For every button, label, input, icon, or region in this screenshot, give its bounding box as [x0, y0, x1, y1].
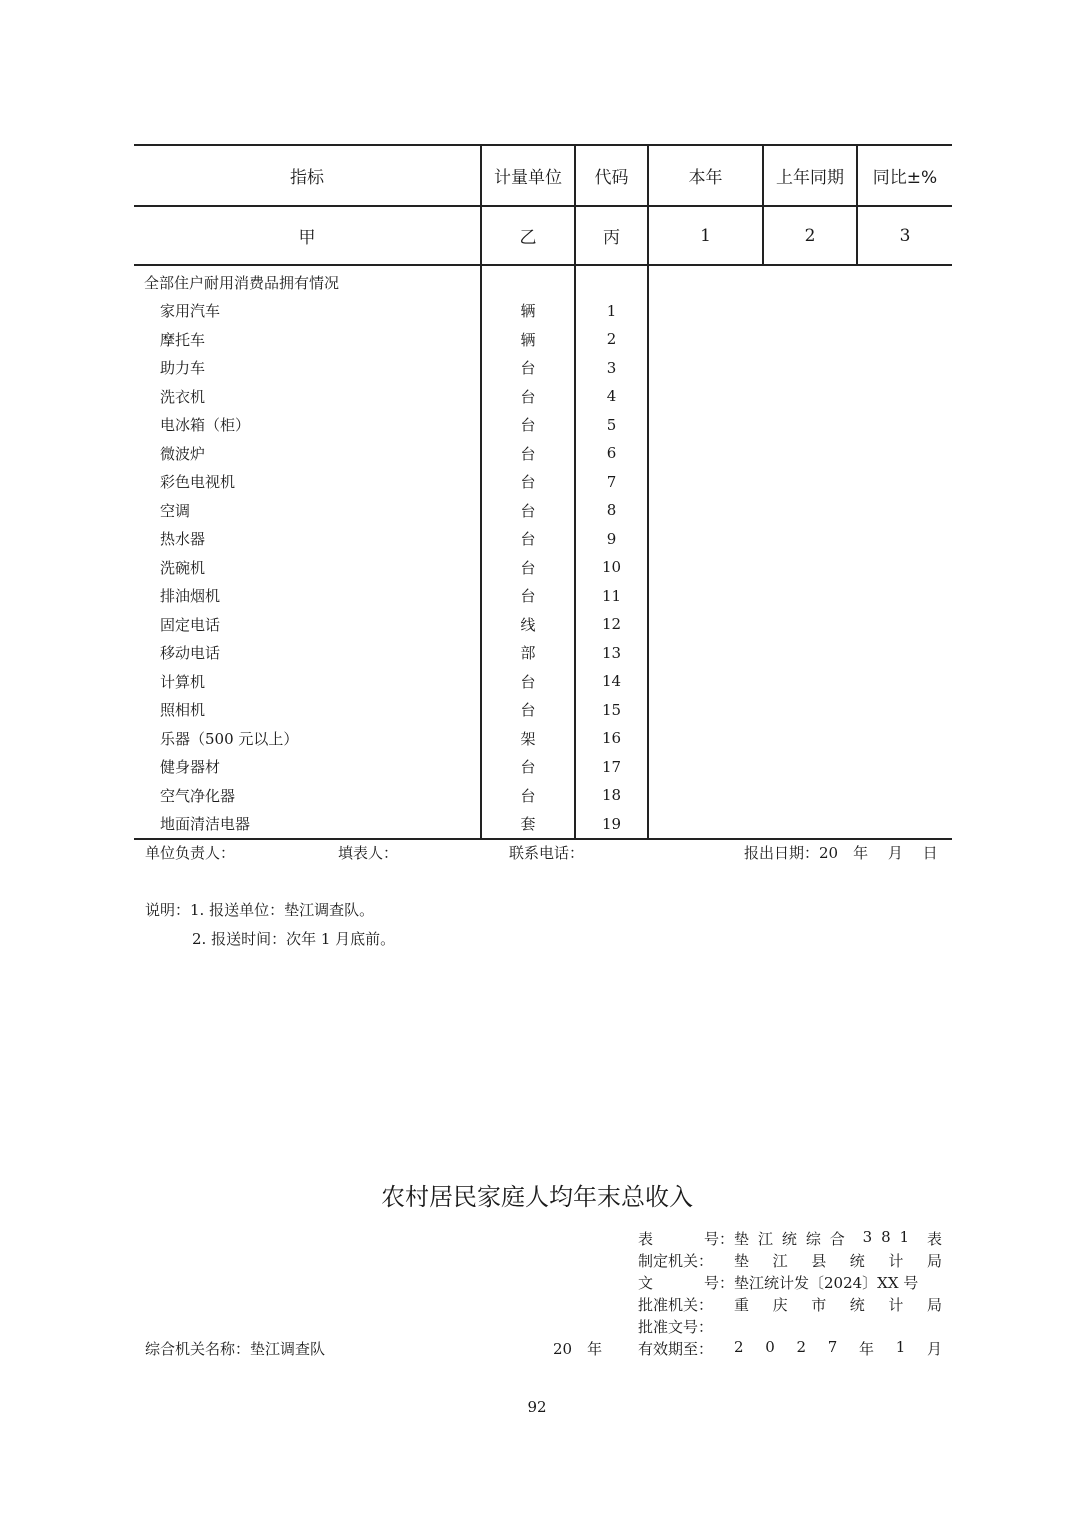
item-yoy	[857, 610, 952, 639]
item-unit: 辆	[481, 325, 575, 354]
form-title: 农村居民家庭人均年末总收入	[381, 1183, 693, 1211]
item-unit: 部	[481, 639, 575, 668]
meta-value-part: 计	[888, 1252, 904, 1270]
item-yoy	[857, 496, 952, 525]
item-unit: 台	[481, 382, 575, 411]
meta-label-part: 批准文号：	[638, 1318, 714, 1336]
item-name: 移动电话	[160, 644, 221, 663]
meta-value-part: 垫江统计发〔2024〕XX 号	[734, 1274, 919, 1292]
item-unit: 台	[481, 468, 575, 497]
item-name: 照相机	[160, 701, 206, 720]
meta-row	[638, 1272, 942, 1294]
item-last-year	[763, 439, 857, 468]
item-code: 12	[575, 610, 648, 639]
filler-label: 填表人：	[338, 844, 399, 862]
item-unit: 线	[481, 610, 575, 639]
item-unit: 台	[481, 411, 575, 440]
item-code: 7	[575, 468, 648, 497]
item-code: 10	[575, 553, 648, 582]
item-this-year	[648, 810, 763, 840]
item-name: 电冰箱（柜）	[160, 416, 251, 435]
meta-value-part: 江	[757, 1230, 773, 1248]
meta-value-part: 2	[734, 1338, 744, 1356]
item-yoy	[857, 810, 952, 840]
item-code: 5	[575, 411, 648, 440]
meta-value-part: 7	[827, 1338, 838, 1356]
item-name: 洗碗机	[160, 558, 206, 577]
item-name: 彩色电视机	[160, 473, 236, 492]
table-row	[134, 354, 952, 383]
item-unit: 台	[481, 753, 575, 782]
item-this-year	[648, 411, 763, 440]
item-code: 6	[575, 439, 648, 468]
meta-value-part: 年	[859, 1340, 875, 1358]
org-name: 综合机关名称：垫江调查队	[145, 1340, 326, 1358]
table-row	[134, 810, 952, 840]
item-name: 健身器材	[160, 758, 221, 777]
table-row	[134, 639, 952, 668]
meta-value-part: 表	[926, 1230, 942, 1248]
page-number: 92	[527, 1398, 547, 1416]
code-yi: 乙	[481, 206, 575, 265]
meta-row	[638, 1250, 942, 1272]
item-yoy	[857, 325, 952, 354]
item-unit: 台	[481, 667, 575, 696]
report-date: 报出日期：20 年 月 日	[744, 844, 938, 862]
meta-label	[638, 1294, 734, 1316]
meta-value	[734, 1294, 942, 1316]
item-code: 2	[575, 325, 648, 354]
item-name: 家用汽车	[160, 302, 221, 321]
meta-row	[638, 1316, 942, 1338]
code-1: 1	[648, 206, 763, 265]
table-row	[134, 667, 952, 696]
meta-label-part: 号：	[703, 1274, 734, 1292]
meta-value-part: 江	[772, 1252, 788, 1270]
item-yoy	[857, 439, 952, 468]
table-row	[134, 696, 952, 725]
item-name: 乐器（500 元以上）	[160, 729, 299, 748]
meta-value-part: 重	[734, 1296, 750, 1314]
code-row	[134, 206, 952, 265]
table-row	[134, 582, 952, 611]
item-name: 空调	[160, 501, 191, 520]
item-last-year	[763, 382, 857, 411]
item-this-year	[648, 753, 763, 782]
item-unit: 台	[481, 553, 575, 582]
table-row	[134, 297, 952, 326]
note-line-1: 说明：1. 报送单位：垫江调查队。	[145, 901, 375, 919]
item-code: 9	[575, 525, 648, 554]
item-yoy	[857, 753, 952, 782]
header-unit: 计量单位	[481, 145, 575, 206]
item-last-year	[763, 667, 857, 696]
note-line-2: 2. 报送时间：次年 1 月底前。	[192, 930, 396, 948]
item-this-year	[648, 496, 763, 525]
item-name: 计算机	[160, 672, 206, 691]
item-name: 排油烟机	[160, 587, 221, 606]
meta-value-part: 垫	[734, 1252, 750, 1270]
item-code: 17	[575, 753, 648, 782]
meta-label	[638, 1250, 734, 1272]
item-last-year	[763, 810, 857, 840]
table-row	[134, 724, 952, 753]
section-row	[134, 265, 952, 297]
item-this-year	[648, 781, 763, 810]
meta-value	[734, 1338, 942, 1360]
table-row	[134, 439, 952, 468]
item-last-year	[763, 639, 857, 668]
meta-value-part: 垫	[734, 1230, 750, 1248]
header-last-year: 上年同期	[763, 145, 857, 206]
table-row	[134, 753, 952, 782]
meta-value-part: 3	[862, 1228, 873, 1246]
item-this-year	[648, 639, 763, 668]
meta-value-part: 8	[881, 1228, 891, 1246]
item-this-year	[648, 582, 763, 611]
item-this-year	[648, 667, 763, 696]
item-last-year	[763, 468, 857, 497]
item-unit: 台	[481, 696, 575, 725]
item-this-year	[648, 610, 763, 639]
meta-value	[734, 1250, 942, 1272]
meta-value	[734, 1228, 942, 1250]
item-yoy	[857, 297, 952, 326]
item-name: 助力车	[160, 359, 206, 378]
item-code: 4	[575, 382, 648, 411]
item-name: 洗衣机	[160, 387, 206, 406]
item-last-year	[763, 325, 857, 354]
item-name: 地面清洁电器	[134, 810, 481, 840]
item-code: 8	[575, 496, 648, 525]
meta-value-part: 统	[849, 1296, 865, 1314]
item-this-year	[648, 696, 763, 725]
meta-value-part: 0	[765, 1338, 775, 1356]
item-last-year	[763, 354, 857, 383]
item-yoy	[857, 696, 952, 725]
meta-value-part: 市	[811, 1296, 827, 1314]
header-row	[134, 145, 952, 206]
item-unit: 台	[481, 781, 575, 810]
meta-label-part: 有效期至：	[638, 1340, 714, 1358]
item-name: 热水器	[160, 530, 206, 549]
item-yoy	[857, 639, 952, 668]
meta-value-part: 县	[811, 1252, 827, 1270]
item-unit: 台	[481, 354, 575, 383]
item-yoy	[857, 382, 952, 411]
item-last-year	[763, 553, 857, 582]
meta-value-part: 2	[796, 1338, 807, 1356]
item-name: 空气净化器	[160, 786, 236, 805]
table-row	[134, 382, 952, 411]
table-row	[134, 781, 952, 810]
meta-value-part: 局	[926, 1296, 942, 1314]
item-this-year	[648, 553, 763, 582]
meta-value	[734, 1272, 942, 1294]
meta-label-part: 号：	[703, 1230, 734, 1248]
table-row	[134, 553, 952, 582]
item-yoy	[857, 724, 952, 753]
item-this-year	[648, 525, 763, 554]
meta-value-part: 1	[895, 1338, 906, 1356]
item-code: 13	[575, 639, 648, 668]
item-code: 11	[575, 582, 648, 611]
item-yoy	[857, 354, 952, 383]
item-last-year	[763, 696, 857, 725]
meta-value-part: 局	[926, 1252, 942, 1270]
item-this-year	[648, 724, 763, 753]
item-last-year	[763, 724, 857, 753]
item-this-year	[648, 439, 763, 468]
code-2: 2	[763, 206, 857, 265]
item-yoy	[857, 525, 952, 554]
item-name: 摩托车	[160, 330, 206, 349]
meta-row	[638, 1294, 942, 1316]
item-code: 18	[575, 781, 648, 810]
form-year: 20 年	[553, 1340, 603, 1358]
item-yoy	[857, 781, 952, 810]
item-this-year	[648, 297, 763, 326]
item-code: 19	[575, 810, 648, 840]
meta-label-part: 制定机关：	[638, 1252, 714, 1270]
item-unit: 台	[481, 582, 575, 611]
item-code: 1	[575, 297, 648, 326]
item-name: 固定电话	[160, 615, 221, 634]
header-yoy: 同比±%	[857, 145, 952, 206]
item-code: 16	[575, 724, 648, 753]
meta-label-part: 批准机关：	[638, 1296, 714, 1314]
code-bing: 丙	[575, 206, 648, 265]
meta-label	[638, 1228, 734, 1250]
meta-value-part: 综	[805, 1230, 821, 1248]
head-label: 单位负责人：	[145, 844, 236, 862]
meta-label	[638, 1338, 734, 1360]
meta-value-part: 月	[926, 1340, 942, 1358]
meta-value-part: 庆	[772, 1296, 788, 1314]
item-last-year	[763, 411, 857, 440]
item-last-year	[763, 753, 857, 782]
item-yoy	[857, 553, 952, 582]
item-unit: 辆	[481, 297, 575, 326]
table-row	[134, 325, 952, 354]
header-this-year: 本年	[648, 145, 763, 206]
item-unit: 台	[481, 439, 575, 468]
item-last-year	[763, 297, 857, 326]
meta-value-part: 计	[888, 1296, 904, 1314]
section-title: 全部住户耐用消费品拥有情况	[144, 273, 340, 292]
item-unit: 架	[481, 724, 575, 753]
item-unit: 套	[481, 810, 575, 840]
table-row	[134, 468, 952, 497]
item-last-year	[763, 781, 857, 810]
item-unit: 台	[481, 525, 575, 554]
item-unit: 台	[481, 496, 575, 525]
item-this-year	[648, 325, 763, 354]
item-name: 微波炉	[160, 444, 206, 463]
item-code: 3	[575, 354, 648, 383]
item-this-year	[648, 382, 763, 411]
item-yoy	[857, 667, 952, 696]
meta-label-part: 表	[638, 1230, 654, 1248]
item-yoy	[857, 582, 952, 611]
header-indicator: 指标	[134, 145, 481, 206]
meta-value-part: 合	[829, 1230, 845, 1248]
item-last-year	[763, 610, 857, 639]
header-code: 代码	[575, 145, 648, 206]
item-last-year	[763, 496, 857, 525]
meta-label	[638, 1272, 734, 1294]
item-this-year	[648, 354, 763, 383]
code-3: 3	[857, 206, 952, 265]
meta-value-part: 统	[781, 1230, 797, 1248]
meta-value-part: 统	[849, 1252, 865, 1270]
meta-row	[638, 1228, 942, 1250]
item-yoy	[857, 411, 952, 440]
item-code: 14	[575, 667, 648, 696]
meta-row	[638, 1338, 942, 1360]
code-jia: 甲	[134, 206, 481, 265]
meta-value	[734, 1316, 942, 1338]
phone-label: 联系电话：	[509, 844, 585, 862]
table-row	[134, 525, 952, 554]
item-last-year	[763, 582, 857, 611]
item-code: 15	[575, 696, 648, 725]
meta-label-part: 文	[638, 1274, 654, 1292]
meta-value-part: 1	[899, 1228, 910, 1246]
item-this-year	[648, 468, 763, 497]
table-row	[134, 610, 952, 639]
item-yoy	[857, 468, 952, 497]
stat-table	[134, 144, 952, 840]
item-last-year	[763, 525, 857, 554]
table-row	[134, 496, 952, 525]
table-row	[134, 411, 952, 440]
meta-label	[638, 1316, 734, 1338]
